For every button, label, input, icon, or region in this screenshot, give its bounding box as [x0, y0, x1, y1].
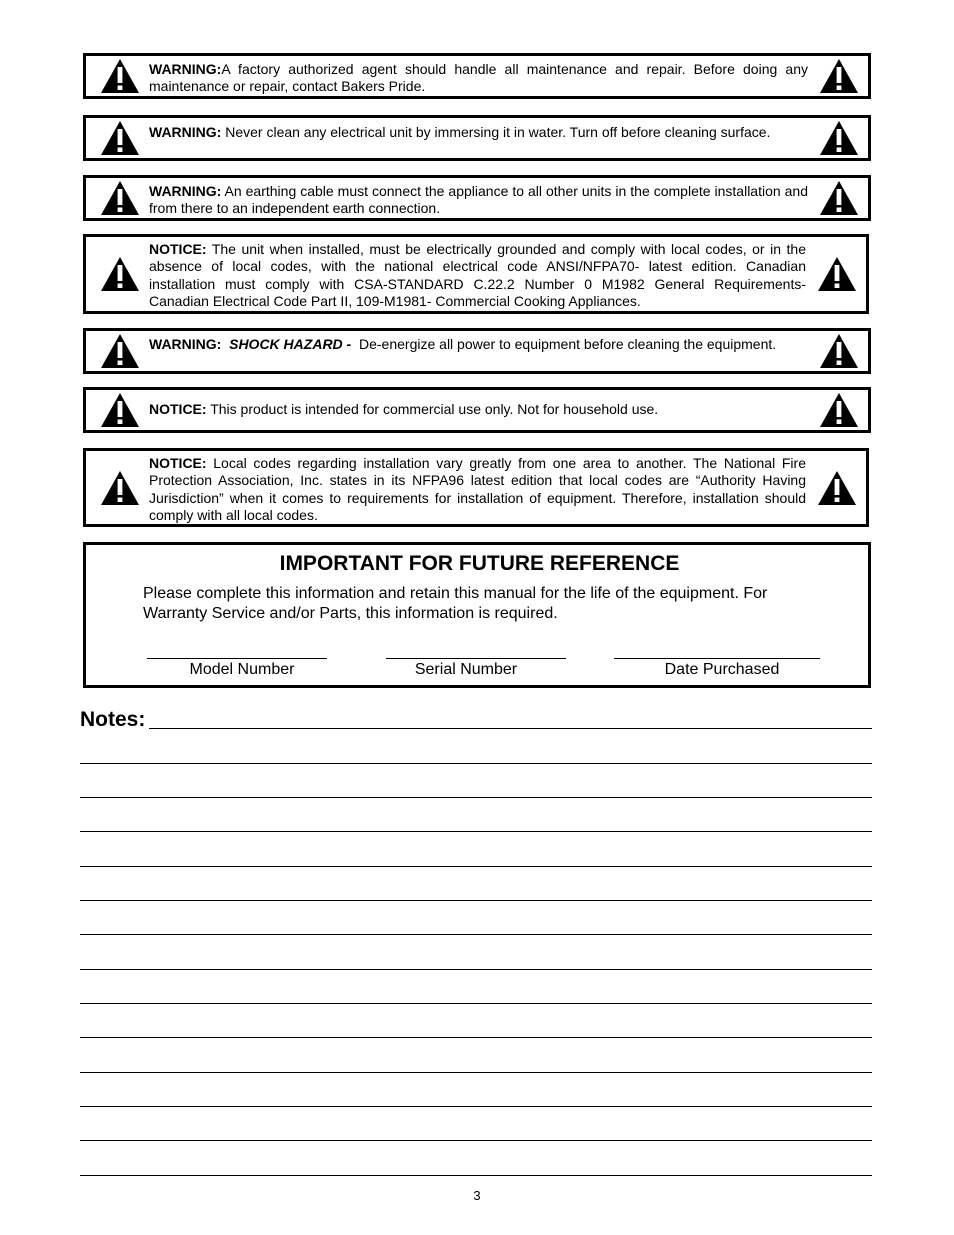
notice-label: NOTICE: — [149, 455, 207, 471]
warning-text — [149, 61, 808, 96]
future-reference-box — [83, 542, 871, 688]
warning-triangle-icon — [100, 120, 140, 156]
notes-line[interactable] — [80, 763, 872, 764]
notes-line[interactable] — [80, 1003, 872, 1004]
notice-label: NOTICE: — [149, 241, 207, 257]
warning-box-cleaning — [83, 115, 871, 161]
warning-body: Never clean any electrical unit by immersing it in water. Turn off before cleaning surface. — [225, 124, 771, 140]
warning-triangle-icon — [819, 392, 859, 428]
warning-box-shock-hazard — [83, 328, 871, 374]
notes-line[interactable] — [80, 831, 872, 832]
warning-label: WARNING: — [149, 61, 222, 77]
warning-triangle-icon — [817, 256, 857, 292]
warning-triangle-icon — [819, 58, 859, 94]
notice-text — [149, 241, 806, 310]
notice-box-grounding — [83, 234, 869, 314]
notes-label: Notes: — [80, 708, 146, 731]
warning-triangle-icon — [100, 180, 140, 216]
warning-text — [149, 183, 808, 218]
notes-line[interactable] — [149, 728, 872, 729]
warning-triangle-icon — [819, 333, 859, 369]
warning-text — [149, 336, 808, 353]
serial-number-label: Serial Number — [414, 661, 518, 678]
warning-label: WARNING: — [149, 183, 222, 199]
warning-triangle-icon — [100, 333, 140, 369]
warning-box-maintenance — [83, 53, 871, 99]
future-reference-instructions: Please complete this information and retain this manual for the life of the equipment. For Warranty Service and/or Parts, this information is required. — [143, 585, 768, 622]
warning-label: WARNING: — [149, 124, 222, 140]
notes-line[interactable] — [80, 969, 872, 970]
notice-box-commercial-use — [83, 387, 871, 433]
notes-line[interactable] — [80, 934, 872, 935]
notice-text — [149, 401, 808, 418]
future-reference-title: IMPORTANT FOR FUTURE REFERENCE — [279, 552, 680, 575]
notice-body: The unit when installed, must be electrically grounded and comply with local codes, or in the absence of local codes, with the national electrical code ANSI/NFPA70- latest edition. Canadian installation must comply with CSA-STANDARD C.22.2 Number 0 M1982 General Requirements-Canadian Electrical Code Part II, 109-M1981- Commercial Cooking Appliances. — [149, 241, 807, 309]
model-number-line[interactable] — [147, 658, 327, 659]
notes-line[interactable] — [80, 1140, 872, 1141]
notes-line[interactable] — [80, 797, 872, 798]
notes-line[interactable] — [80, 1175, 872, 1176]
page-number: 3 — [473, 1188, 481, 1203]
warning-body: A factory authorized agent should handle all maintenance and repair. Before doing any maintenance or repair, contact Bakers Pride. — [149, 61, 808, 95]
warning-text — [149, 122, 808, 142]
warning-triangle-icon — [100, 256, 140, 292]
notes-line[interactable] — [80, 1037, 872, 1038]
notice-label: NOTICE: — [149, 401, 207, 417]
warning-triangle-icon — [819, 120, 859, 156]
warning-triangle-icon — [100, 58, 140, 94]
notes-line[interactable] — [80, 1106, 872, 1107]
notes-line[interactable] — [80, 866, 872, 867]
warning-triangle-icon — [100, 470, 140, 506]
warning-triangle-icon — [100, 392, 140, 428]
model-number-label: Model Number — [189, 661, 295, 678]
notes-line[interactable] — [80, 900, 872, 901]
shock-hazard-label: SHOCK HAZARD - — [229, 336, 352, 352]
warning-box-earthing — [83, 175, 871, 221]
warning-label: WARNING: — [149, 336, 222, 352]
warning-triangle-icon — [819, 180, 859, 216]
warning-triangle-icon — [817, 470, 857, 506]
serial-number-line[interactable] — [386, 658, 566, 659]
warning-body: An earthing cable must connect the appliance to all other units in the complete installation and from there to an independent earth connection. — [149, 183, 808, 217]
date-purchased-line[interactable] — [614, 658, 820, 659]
warning-body: De-energize all power to equipment before cleaning the equipment. — [359, 336, 777, 352]
notice-box-local-codes — [83, 448, 869, 527]
notes-line[interactable] — [80, 1072, 872, 1073]
notice-text — [149, 455, 806, 524]
notice-body: This product is intended for commercial use only. Not for household use. — [210, 401, 659, 417]
date-purchased-label: Date Purchased — [664, 661, 780, 678]
notice-body: Local codes regarding installation vary greatly from one area to another. The National Fire Protection Association, Inc. states in its NFPA96 latest edition that local codes are “Authority Having Jurisdiction” when it comes to requirements for installation of equipment. Therefore, installation should comply with all local codes. — [149, 455, 806, 523]
